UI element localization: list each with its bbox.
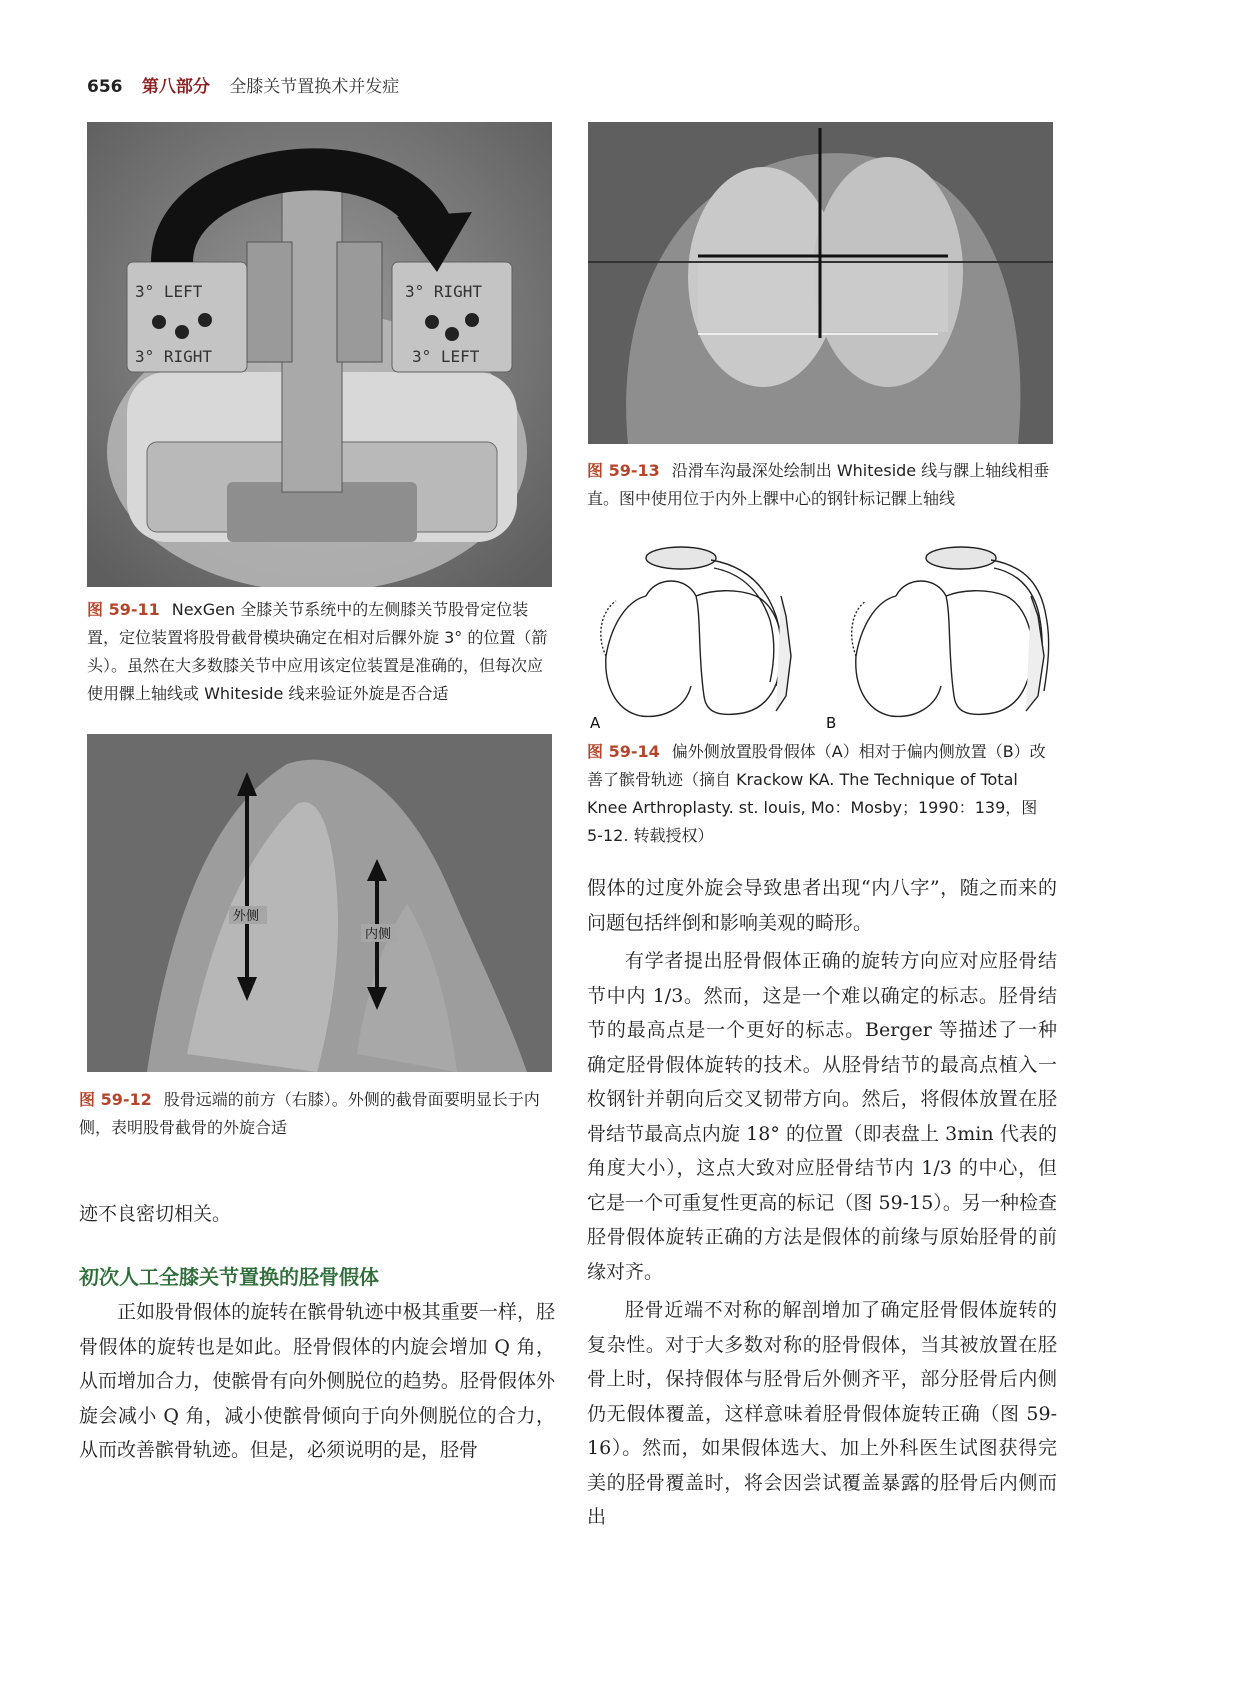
lateral-label: 外侧 — [233, 909, 260, 924]
figure-59-13-photo — [588, 122, 1053, 444]
left-column-text — [79, 1197, 555, 1232]
right-column-text — [587, 871, 1057, 1535]
right-block-bottom-text: 3° LEFT — [412, 347, 480, 366]
figure-label: 图 59-14 — [587, 742, 660, 761]
paragraph: 有学者提出胫骨假体正确的旋转方向应对应胫骨结节中内 1/3。然而，这是一个难以确定的标志。胫骨结节的最高点是一个更好的标志。Berger 等描述了一种确定胫骨假体旋转的技术。从胫骨结节的最高点植入一枚钢针并朝向后交叉韧带方向。然后，将假体放置在胫骨结节最高点内旋 18° 的位置（即表盘上 3min 代表的角度大小），这点大致对应胫骨结节内 1/3 的中心，但它是一个可重复性更高的标记（图 59-15）。另一种检查胫骨假体旋转正确的方法是假体的前缘与原始胫骨的前缘对齐。 — [587, 950, 1057, 1283]
paragraph: 胫骨近端不对称的解剖增加了确定胫骨假体旋转的复杂性。对于大多数对称的胫骨假体，当其被放置在胫骨上时，保持假体与胫骨后外侧齐平，部分胫骨后内侧仍无假体覆盖，这样意味着胫骨假体旋转正确（图 59-16）。然而，如果假体选大、加上外科医生试图获得完美的胫骨覆盖时，将会因尝试覆盖暴露的胫骨后内侧而出 — [587, 1299, 1057, 1528]
caption-text: 股骨远端的前方（右膝）。外侧的截骨面要明显长于内侧，表明股骨截骨的外旋合适 — [79, 1090, 540, 1137]
running-header — [87, 72, 399, 97]
figure-59-14-caption — [587, 738, 1057, 850]
page-number: 656 — [87, 77, 123, 97]
right-block-top-text: 3° RIGHT — [405, 282, 483, 301]
medial-label: 内侧 — [365, 927, 392, 942]
figure-label: 图 59-13 — [587, 461, 660, 480]
paragraph: 正如股骨假体的旋转在髌骨轨迹中极其重要一样，胫骨假体的旋转也是如此。胫骨假体的内旋会增加 Q 角，从而增加合力，使髌骨有向外侧脱位的趋势。胫骨假体外旋会减小 Q 角，减小使髌骨倾向于向外侧脱位的合力，从而改善髌骨轨迹。但是，必须说明的是，胫骨 — [79, 1301, 555, 1461]
left-block-bottom-text: 3° RIGHT — [135, 347, 213, 366]
continuation-paragraph: 迹不良密切相关。 — [79, 1203, 232, 1225]
figure-59-14-drawing — [586, 546, 1054, 732]
figure-59-12-caption — [79, 1086, 554, 1142]
figure-label: 图 59-12 — [79, 1090, 152, 1109]
left-block-top-text: 3° LEFT — [135, 282, 203, 301]
section-heading: 初次人工全膝关节置换的胫骨假体 — [79, 1265, 379, 1289]
figure-59-12-photo — [87, 734, 552, 1072]
figure-label: 图 59-11 — [87, 600, 160, 619]
chapter-title: 全膝关节置换术并发症 — [229, 77, 400, 97]
paragraph: 假体的过度外旋会导致患者出现“内八字”，随之而来的问题包括绊倒和影响美观的畸形。 — [587, 877, 1057, 934]
caption-text: NexGen 全膝关节系统中的左侧膝关节股骨定位装置，定位装置将股骨截骨模块确定在相对后髁外旋 3° 的位置（箭头）。虽然在大多数膝关节中应用该定位装置是准确的，但每次应使用髁上轴线或 Whiteside 线来验证外旋是否合适 — [87, 600, 548, 703]
panel-a-label: A — [590, 714, 601, 732]
caption-text: 沿滑车沟最深处绘制出 Whiteside 线与髁上轴线相垂直。图中使用位于内外上髁中心的钢针标记髁上轴线 — [587, 461, 1050, 508]
left-column-paragraph — [79, 1295, 555, 1468]
figure-59-11-caption — [87, 596, 555, 708]
figure-59-13-caption — [587, 457, 1057, 513]
panel-b-label: B — [826, 714, 837, 732]
caption-text: 偏外侧放置股骨假体（A）相对于偏内侧放置（B）改善了髌骨轨迹（摘自 Krackow KA. The Technique of Total Knee Arthroplasty. st. louis, Mo：Mosby；1990：139，图 5-12. 转载授权） — [587, 742, 1046, 845]
figure-59-11-photo — [87, 122, 552, 587]
part-title: 第八部分 — [141, 77, 210, 97]
